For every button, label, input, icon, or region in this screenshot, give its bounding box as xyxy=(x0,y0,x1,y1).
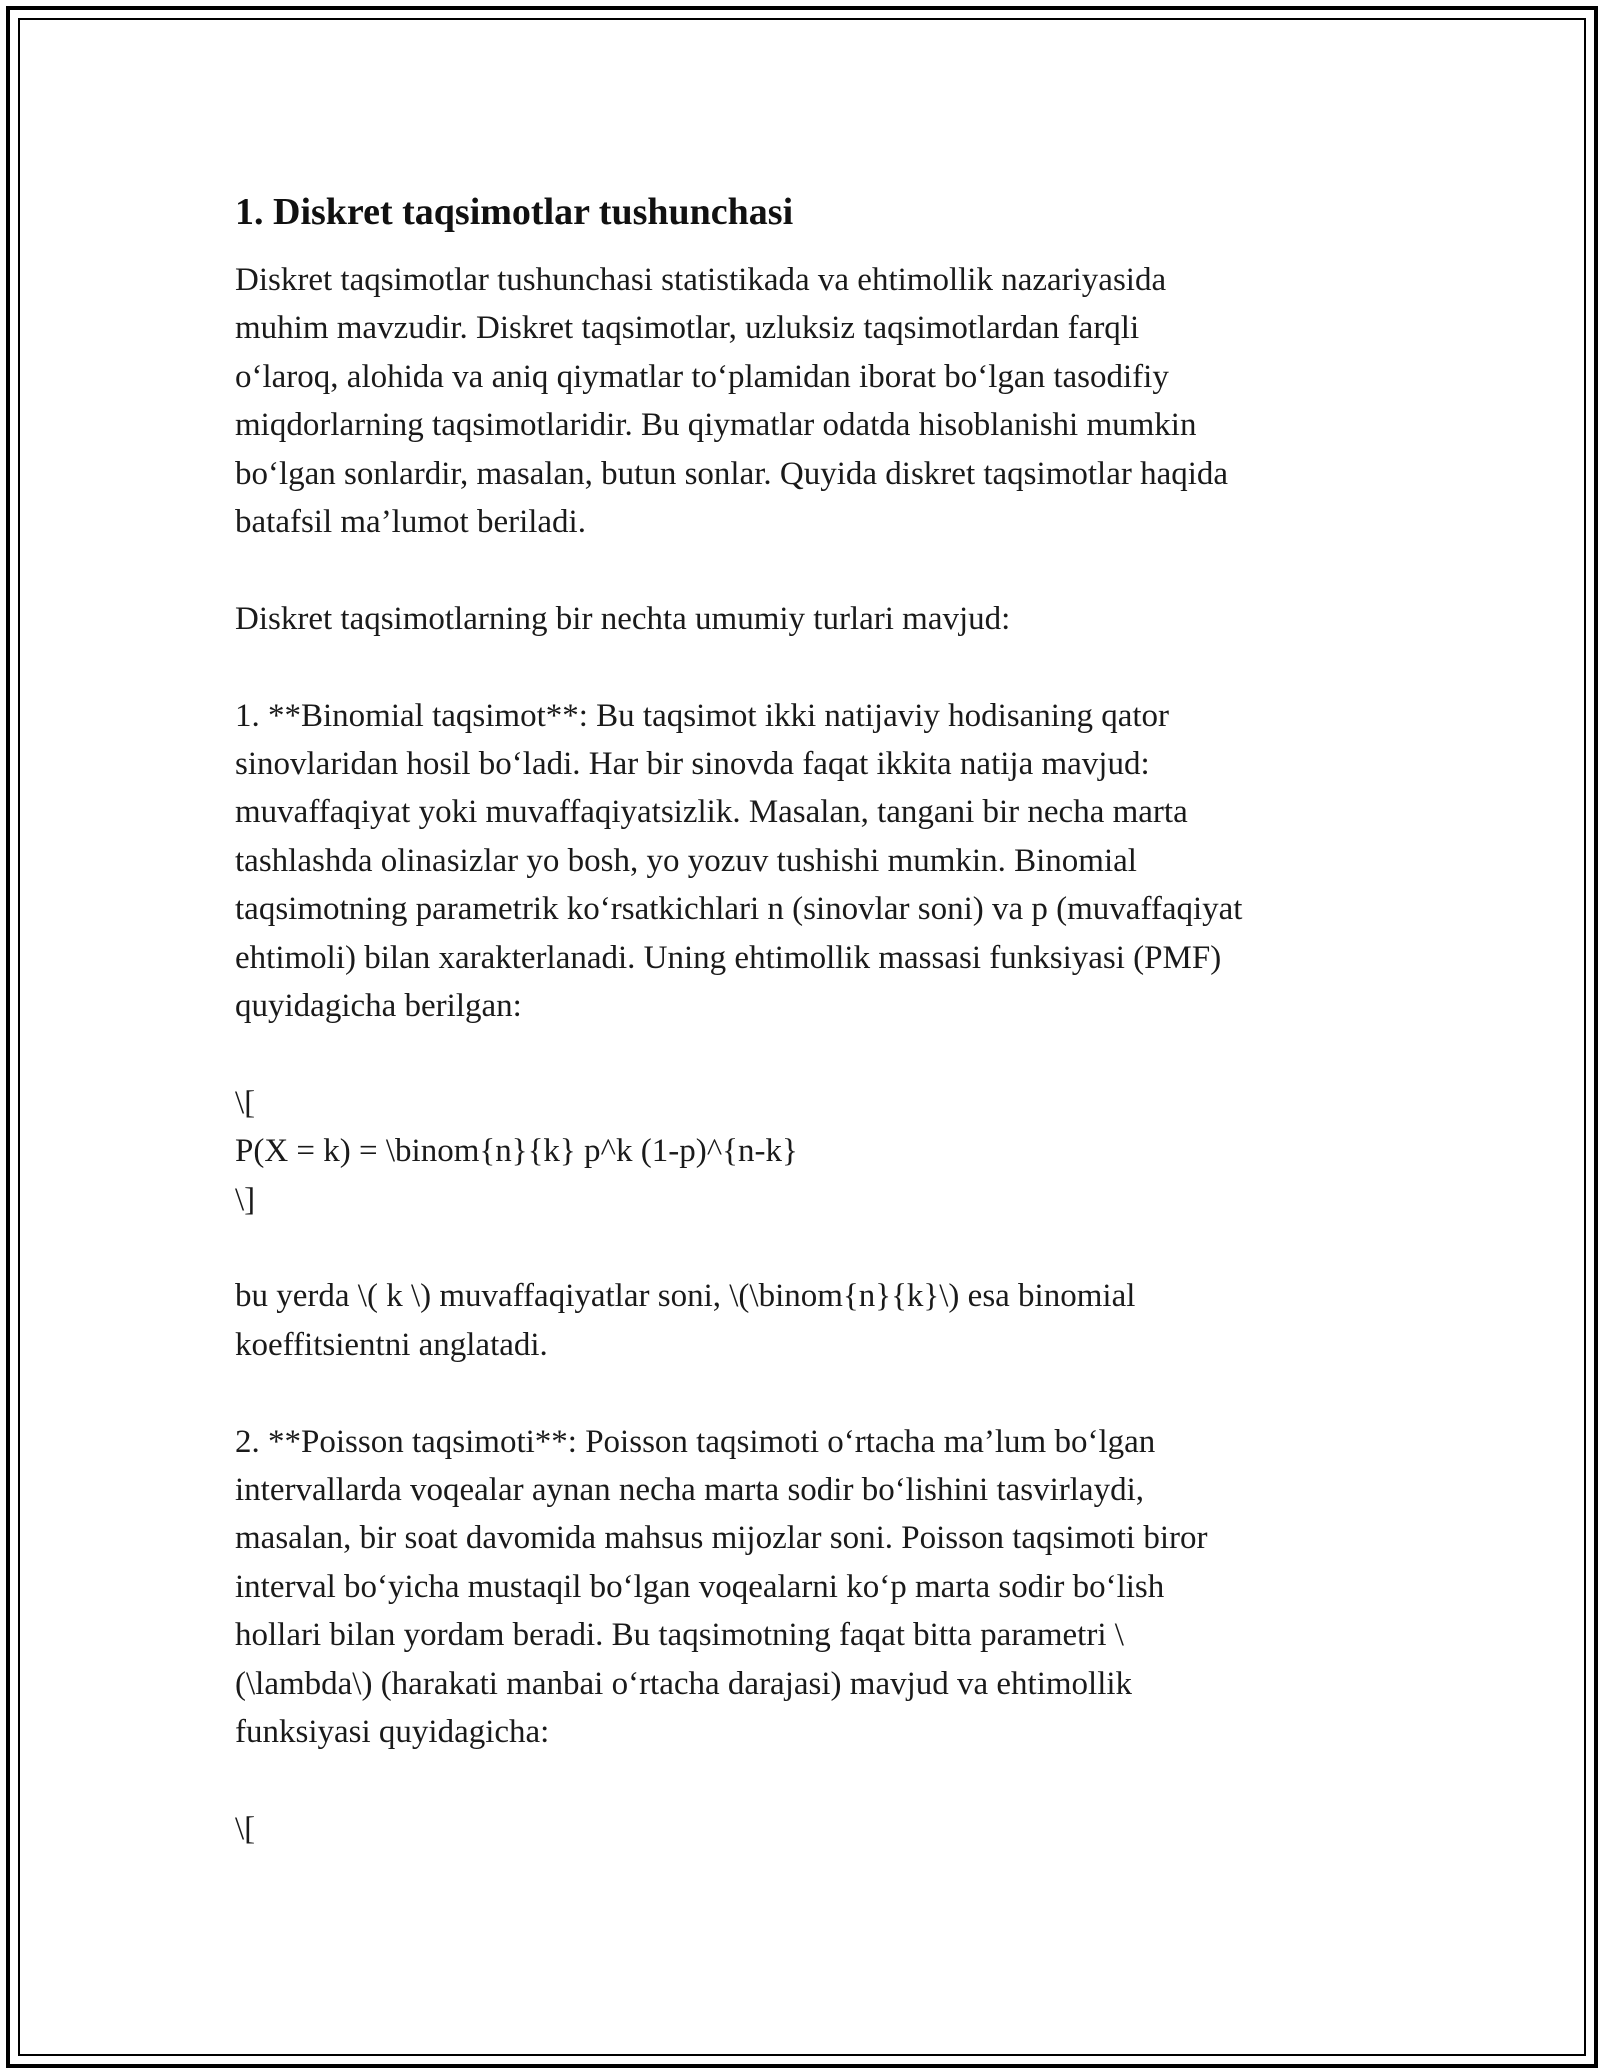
paragraph-spacer xyxy=(235,1369,1375,1417)
paragraph-spacer xyxy=(235,643,1375,691)
paragraph-spacer xyxy=(235,1757,1375,1805)
binomial-explanation: bu yerda \( k \) muvaffaqiyatlar soni, \(\binom{n}{k}\) esa binomial koeffitsientni anglatadi. xyxy=(235,1278,1136,1363)
document-body xyxy=(235,188,1375,1853)
binomial-formula: \[ P(X = k) = \binom{n}{k} p^k (1-p)^{n-k} \] xyxy=(235,1084,798,1218)
poisson-paragraph: 2. **Poisson taqsimoti**: Poisson taqsimoti o‘rtacha ma’lum bo‘lgan intervallarda voqealar aynan necha marta sodir bo‘lishini tasvirlaydi, masalan, bir soat davomida mahsus mijozlar soni. Poisson taqsimoti biror interval bo‘yicha mustaqil bo‘lgan voqealarni ko‘p marta sodir bo‘lish hollari bilan yordam beradi. Bu taqsimotning faqat bitta parametri \ (\lambda\) (harakati manbai o‘rtacha darajasi) mavjud va ehtimollik funksiyasi quyidagicha: xyxy=(235,1423,1208,1751)
types-intro-paragraph: Diskret taqsimotlarning bir nechta umumiy turlari mavjud: xyxy=(235,600,1011,637)
paragraph-spacer xyxy=(235,1224,1375,1272)
section-heading: 1. Diskret taqsimotlar tushunchasi xyxy=(235,191,794,233)
intro-paragraph: Diskret taqsimotlar tushunchasi statistikada va ehtimollik nazariyasida muhim mavzudir. Diskret taqsimotlar, uzluksiz taqsimotlardan farqli o‘laroq, alohida va aniq qiymatlar to‘plamidan iborat bo‘lgan tasodifiy miqdorlarning taqsimotlaridir. Bu qiymatlar odatda hisoblanishi mumkin bo‘lgan sonlardir, masalan, butun sonlar. Quyida diskret taqsimotlar haqida batafsil ma’lumot beriladi. xyxy=(235,262,1229,541)
binomial-paragraph: 1. **Binomial taqsimot**: Bu taqsimot ikki natijaviy hodisaning qator sinovlaridan hosil bo‘ladi. Har bir sinovda faqat ikkita natija mavjud: muvaffaqiyat yoki muvaffaqiyatsizlik. Masalan, tangani bir necha marta tashlashda olinasizlar yo bosh, yo yozuv tushishi mumkin. Binomial taqsimotning parametrik ko‘rsatkichlari n (sinovlar soni) va p (muvaffaqiyat ehtimoli) bilan xarakterlanadi. Uning ehtimollik massasi funksiyasi (PMF) quyidagicha berilgan: xyxy=(235,697,1243,1025)
paragraph-spacer xyxy=(235,1030,1375,1078)
paragraph-spacer xyxy=(235,546,1375,594)
poisson-formula-start: \[ xyxy=(235,1810,256,1847)
